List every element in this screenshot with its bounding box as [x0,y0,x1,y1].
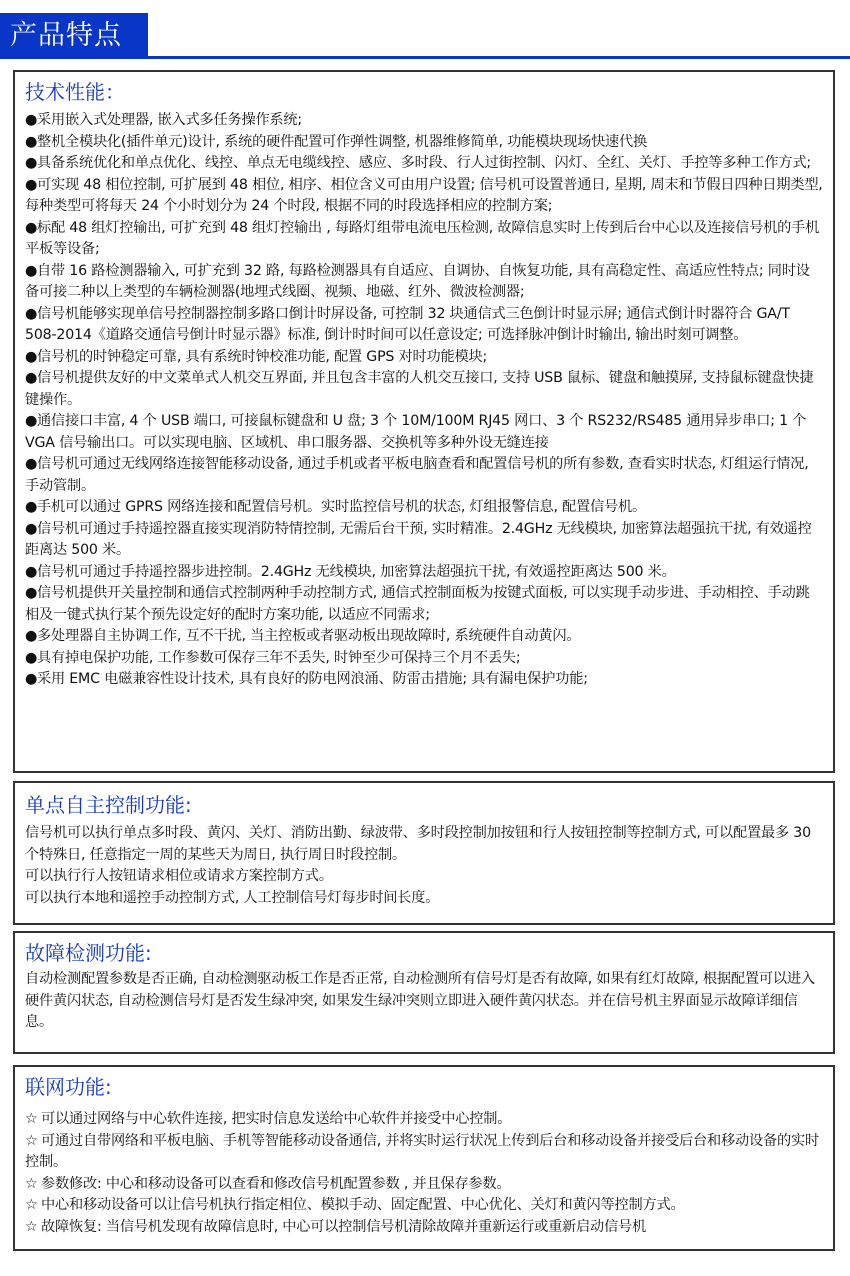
bullet-icon: ● [25,305,38,322]
bullet-icon: ● [25,456,38,472]
list-item [25,1195,823,1217]
list-item [25,583,823,626]
bullet-icon: ● [25,585,38,601]
list-item-text: 采用 EMC 电磁兼容性设计技术, 具有良好的防电网浪涌、防雷击措施; 具有漏电保护功能; [37,671,588,687]
bullet-icon: ● [25,348,38,365]
paragraph: 可以执行本地和遥控手动控制方式, 人工控制信号灯每步时间长度。 [25,889,440,906]
bullet-icon: ● [25,520,38,537]
list-item [25,1174,823,1196]
list-item [25,411,823,454]
list-item-text: 信号机的时钟稳定可靠, 具有系统时钟校准功能, 配置 GPS 对时功能模块; [37,348,488,365]
list-item-text: 具备系统优化和单点优化、线控、单点无电缆线控、感应、多时段、行人过街控制、闪灯、全红、关灯、手控等多种工作方式; [37,155,811,171]
bullet-icon: ● [25,649,38,666]
title-divider [0,56,850,59]
bullet-icon: ● [25,219,38,236]
list-item [25,110,823,132]
list-item [25,218,823,261]
list-item [25,132,823,154]
bullet-icon: ● [25,671,38,687]
list-item [25,261,823,304]
single-point-control-body [25,823,823,909]
list-item-text: 信号机可通过手持遥控器直接实现消防特情控制, 无需后台干预, 实时精准。2.4GHz 无线模块, 加密算法超强抗干扰, 有效遥控距离达 500 米。 [25,520,812,558]
list-item-text: 信号机提供开关量控制和通信式控制两种手动控制方式, 通信式控制面板为按键式面板, 可以实现手动步进、手动相控、手动跳相及一键式执行某个预先设定好的配时方案功能, 以适应不同需求; [25,585,810,623]
list-item [25,175,823,218]
networking-section [13,1065,835,1251]
list-item-text: 自带 16 路检测器输入, 可扩充到 32 路, 每路检测器具有自适应、自调协、自恢复功能, 具有高稳定性、高适应性特点; 同时设备可接二种以上类型的车辆检测器(地埋式线圈、视频、地磁、红外、微波检测器; [25,262,810,300]
paragraph: 可以执行行人按钮请求相位或请求方案控制方式。 [25,868,333,884]
bullet-icon: ● [25,176,38,193]
list-item [25,1217,823,1239]
list-item [25,304,823,347]
list-item-text: 信号机提供友好的中文菜单式人机交互界面, 并且包含丰富的人机交互接口, 支持 USB 鼠标、键盘和触摸屏, 支持鼠标键盘快捷键操作。 [25,370,814,408]
list-item-text: 故障恢复: 当信号机发现有故障信息时, 中心可以控制信号机清除故障并重新运行或重新启动信号机 [41,1218,646,1235]
list-item-text: 手机可以通过 GPRS 网络连接和配置信号机。实时监控信号机的状态, 灯组报警信息, 配置信号机。 [37,499,646,515]
page-title: 产品特点 [0,13,148,58]
bullet-icon: ● [25,563,38,580]
bullet-icon: ● [25,370,38,386]
paragraph: 自动检测配置参数是否正确, 自动检测驱动板工作是否正常, 自动检测所有信号灯是否有故障, 如果有红灯故障, 根据配置可以进入硬件黄闪状态, 自动检测信号灯是否发生绿冲突, 如果发生绿冲突则立即进入硬件黄闪状态。并在信号机主界面显示故障详细信息。 [25,971,815,1030]
list-item [25,562,823,584]
list-item [25,454,823,497]
list-item [25,153,823,175]
technical-performance-section [13,70,835,773]
list-item [25,1131,823,1174]
list-item-text: 信号机可通过无线网络连接智能移动设备, 通过手机或者平板电脑查看和配置信号机的所有参数, 查看实时状态, 灯组运行情况, 手动管制。 [25,456,809,494]
paragraph: 信号机可以执行单点多时段、黄闪、关灯、消防出勤、绿波带、多时段控制加按钮和行人按钮控制等控制方式, 可以配置最多 30 个特殊日, 任意指定一周的某些天为周日, 执行周日时段控制。 [25,825,811,863]
list-item [25,368,823,411]
section-title: 故障检测功能: [25,941,152,965]
star-icon: ☆ [25,1175,38,1192]
list-item-text: 参数修改: 中心和移动设备可以查看和修改信号机配置参数 , 并且保存参数。 [41,1175,511,1192]
list-item-text: 采用嵌入式处理器, 嵌入式多任务操作系统; [37,112,302,128]
list-item [25,347,823,369]
list-item [25,497,823,519]
star-icon: ☆ [25,1218,38,1235]
list-item [25,648,823,670]
list-item-text: 多处理器自主协调工作, 互不干扰, 当主控板或者驱动板出现故障时, 系统硬件自动黄闪。 [37,628,581,644]
star-icon: ☆ [25,1197,38,1213]
networking-list [25,1109,823,1238]
bullet-icon: ● [25,499,38,515]
list-item-text: 标配 48 组灯控输出, 可扩充到 48 组灯控输出 , 每路灯组带电流电压检测, 故障信息实时上传到后台中心以及连接信号机的手机平板等设备; [25,219,820,257]
technical-performance-list [25,110,823,691]
bullet-icon: ● [25,133,38,150]
list-item-text: 可通过自带网络和平板电脑、手机等智能移动设备通信, 并将实时运行状况上传到后台和移动设备并接受后台和移动设备的实时控制。 [25,1132,819,1170]
bullet-icon: ● [25,112,38,128]
list-item-text: 可实现 48 相位控制, 可扩展到 48 相位, 相序、相位含义可由用户设置; 信号机可设置普通日, 星期, 周末和节假日四种日期类型, 每种类型可将每天 24 个小时划分为 24 个时段, 根据不同的时段选择相应的控制方案; [25,176,823,214]
list-item-text: 中心和移动设备可以让信号机执行指定相位、模拟手动、固定配置、中心优化、关灯和黄闪等控制方式。 [41,1197,685,1213]
list-item [25,519,823,562]
bullet-icon: ● [25,628,38,644]
list-item-text: 通信接口丰富, 4 个 USB 端口, 可接鼠标键盘和 U 盘; 3 个 10M/100M RJ45 网口、3 个 RS232/RS485 通用异步串口; 1 个 VGA 信号输出口。可以实现电脑、区域机、串口服务器、交换机等多种外设无缝连接 [25,413,807,451]
list-item-text: 信号机可通过手持遥控器步进控制。2.4GHz 无线模块, 加密算法超强抗干扰, 有效遥控距离达 500 米。 [37,563,676,580]
bullet-icon: ● [25,413,38,429]
fault-detection-body [25,969,823,1034]
bullet-icon: ● [25,155,38,171]
list-item-text: 具有掉电保护功能, 工作参数可保存三年不丢失, 时钟至少可保持三个月不丢失; [37,649,521,666]
bullet-icon: ● [25,262,38,279]
list-item-text: 信号机能够实现单信号控制器控制多路口倒计时屏设备, 可控制 32 块通信式三色倒计时显示屏; 通信式倒计时器符合 GA/T 508-2014《道路交通信号倒计时显示器》标准, 倒计时时间可以任意设定; 可选择脉冲倒计时输出, 输出时刻可调整。 [25,305,790,343]
single-point-control-section [13,781,835,925]
section-title: 联网功能: [25,1075,112,1099]
star-icon: ☆ [25,1132,38,1149]
list-item [25,1109,823,1131]
fault-detection-section [13,931,835,1054]
page-header [0,0,850,62]
section-title: 技术性能： [25,80,125,104]
section-title: 单点自主控制功能: [25,793,192,817]
list-item [25,626,823,648]
list-item-text: 整机全模块化(插件单元)设计, 系统的硬件配置可作弹性调整, 机器维修简单, 功能模块现场快速代换 [37,133,648,150]
list-item [25,669,823,691]
list-item-text: 可以通过网络与中心软件连接, 把实时信息发送给中心软件并接受中心控制。 [41,1111,512,1127]
star-icon: ☆ [25,1111,38,1127]
